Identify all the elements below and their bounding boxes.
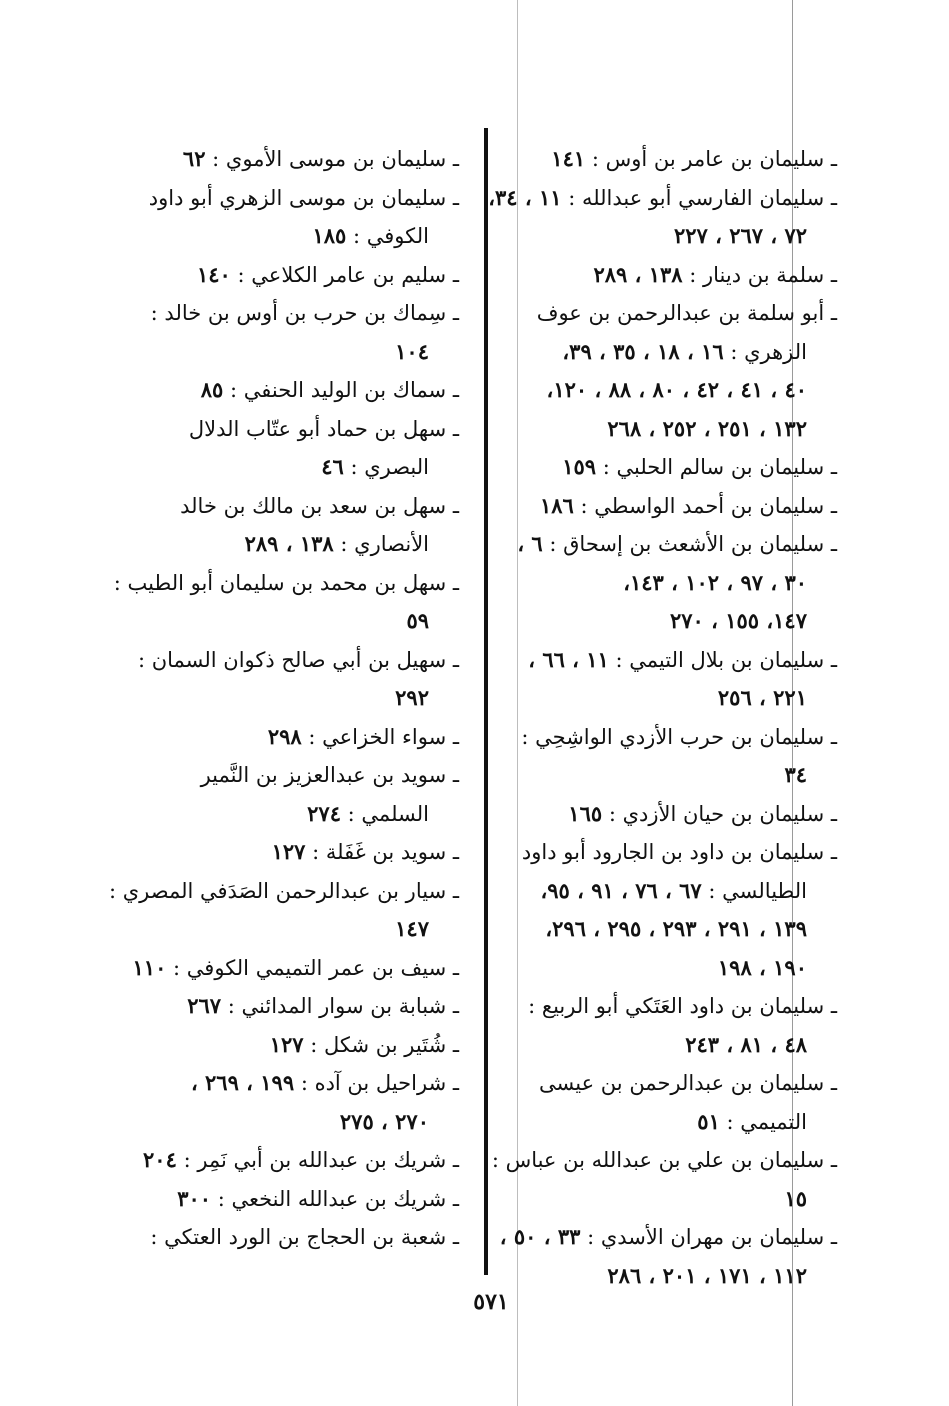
index-entry-line [114,1180,459,1219]
entry-name: السلمي : [347,801,429,826]
index-entry-line [114,564,459,603]
index-entry-line [114,1218,459,1257]
index-entry-line: ٢٢١ ، ٢٥٦ [717,685,807,710]
index-entry-line: ٧٢ ، ٢٦٧ ، ٢٢٧ [673,223,807,248]
index-entry-line [114,795,459,834]
entry-page-refs: ٢٦٧ [187,993,222,1018]
entry-page-refs: ١٢٧ [271,839,306,864]
index-entry-line [517,718,837,757]
index-entry-line: ٣٠ ، ٩٧ ، ١٠٢ ، ١٤٣، [623,569,807,595]
entry-name: ـ سيار بن عبدالرحمن الصَدَفي المصري : [108,878,459,903]
index-entry-line [517,525,837,564]
entry-name: ـ شريك بن عبدالله بن أبي نَمِر : [183,1148,459,1172]
entry-page-refs: ٢٩٨ [267,723,302,749]
index-entry-line [517,448,837,487]
entry-page-refs: ١٩٩ ، ٢٦٩ ، [190,1070,295,1095]
index-entry-line: ١١٢ ، ١٧١ ، ٢٠١ ، ٢٨٦ [607,1262,807,1288]
entry-name: ـ سليمان بن موسى الأموي : [212,147,459,171]
index-entry-line: ٤٨ ، ٨١ ، ٢٤٣ [685,1031,807,1057]
index-entry-line [114,140,459,179]
index-entry-line: ٤٠ ، ٤١ ، ٤٢ ، ٨٠ ، ٨٨ ، ١٢٠، [546,377,807,402]
entry-name: الأنصاري : [340,532,429,556]
entry-name: ـ سليمان بن أحمد الواسطي : [580,493,837,518]
page-number: ٥٧١ [473,1289,509,1315]
index-entry-line [114,987,459,1026]
entry-page-refs: ٦٢ [182,146,206,171]
entry-name: التميمي : [726,1109,807,1134]
entry-page-refs: ١٥٩ [562,454,597,479]
entry-name: ـ سليمان بن سالم الحلبي : [602,455,837,479]
entry-page-refs: ١١ ، ٣٤، [488,184,562,210]
entry-name: ـ سليم بن عامر الكلاعي : [237,262,459,287]
entry-name: ـ شُتَير بن شكل : [310,1032,459,1057]
index-entry-line [517,294,837,333]
entry-page-refs: ١٦٥ [568,800,603,826]
index-entry-line [114,1064,459,1103]
entry-page-refs: ٣٣ ، ٥٠ ، [499,1224,581,1249]
entry-name: ـ سلمة بن دينار : [689,262,837,287]
entry-name: ـ سليمان بن علي بن عبدالله بن عباس : [491,1148,837,1172]
index-entry-line [114,718,459,757]
entry-page-refs: ١٦ ، ١٨ ، ٣٥ ، ٣٩، [562,338,724,364]
entry-name: ـ سليمان بن حرب الأزدي الواشِحِي : [521,724,837,749]
entry-name: ـ شبابة بن سوار المدائني : [227,994,459,1018]
entry-name: ـ سليمان بن حيان الأزدي : [608,801,837,826]
entry-name: الطيالسي : [708,878,807,903]
entry-name: ـ شريك بن عبدالله النخعي : [217,1186,459,1211]
entry-page-refs: ٤٦ [321,454,344,479]
entry-name: ـ سهيل بن أبي صالح ذكوان السمان : [137,647,459,672]
index-entry-line: ٢٩٢ [395,685,429,710]
entry-name: ـ سهل بن محمد بن سليمان أبو الطيب : [113,570,459,595]
index-entry-line [517,487,837,526]
entry-name: ـ سليمان الفارسي أبو عبدالله : [568,185,837,210]
entry-page-refs: ٨٥ [200,377,224,402]
entry-page-refs: ١٣٨ ، ٢٨٩ [244,531,334,556]
index-column-right [488,140,837,1295]
index-entry-line [488,179,837,218]
entry-name: البصري : [350,455,429,479]
entry-page-refs: ١١ ، ٦٦ ، [528,646,609,672]
index-entry-line [517,641,837,680]
entry-name: ـ سليمان بن الأشعث بن إسحاق : [549,532,837,556]
index-entry-line [114,1141,459,1180]
entry-name: ـ سليمان بن داود العَتَكي أبو الربيع : [528,994,837,1018]
entry-page-refs: ٣٠٠ [177,1185,212,1211]
index-entry-line: ٢٧٠ ، ٢٧٥ [339,1108,429,1134]
index-entry-line [114,487,459,526]
entry-name: ـ أبو سلمة بن عبدالرحمن بن عوف [536,301,837,325]
index-entry-line [517,1103,837,1142]
entry-name: ـ سماك بن الوليد الحنفي : [230,378,459,402]
index-entry-line [517,1064,837,1103]
entry-name: ـ سويد بن عبدالعزيز بن النَّمير [200,763,459,787]
index-entry-line: ١٤٧ [395,916,429,941]
index-entry-line [114,949,459,988]
index-entry-line [517,333,837,372]
index-entry-line: ٣٤ [784,762,807,787]
index-entry-line [114,410,459,449]
index-entry-line: ١٠٤ [395,338,429,364]
index-entry-line [114,217,459,256]
index-entry-line [114,756,459,795]
entry-name: ـ سليمان بن موسى الزهري أبو داود [148,185,459,210]
entry-name: ـ سليمان بن مهران الأسدي : [587,1225,837,1249]
entry-page-refs: ١١٠ [132,954,167,980]
index-entry-line: ١٥ [784,1185,807,1211]
entry-page-refs: ١٨٦ [539,492,574,518]
index-entry-line [517,140,837,179]
index-entry-line [114,1026,459,1065]
entry-name: ـ سهل بن حماد أبو عتّاب الدلال [188,416,459,441]
index-entry-line [114,525,459,564]
index-entry-line [491,1141,837,1180]
index-entry-line [499,1218,837,1257]
index-entry-line [108,872,459,911]
entry-name: ـ سليمان بن بلال التيمي : [615,647,837,672]
index-entry-line [517,872,837,911]
entry-page-refs: ٥١ [697,1108,720,1134]
entry-name: ـ شراحيل بن آده : [300,1071,459,1095]
index-entry-line: ١٤٧، ١٥٥ ، ٢٧٠ [669,608,807,633]
entry-name: ـ سليمان بن عبدالرحمن بن عيسى [539,1071,837,1095]
index-entry-line [517,795,837,834]
index-entry-line: ١٣٩ ، ٢٩١ ، ٢٩٣ ، ٢٩٥ ، ٢٩٦، [545,916,807,941]
entry-page-refs: ١٣٨ ، ٢٨٩ [593,261,683,287]
index-entry-line [517,987,837,1026]
index-entry-line: ١٩٠ ، ١٩٨ [717,954,807,980]
entry-page-refs: ٦ ، [517,531,543,556]
column-divider [484,128,488,1275]
entry-page-refs: ١٢٧ [269,1031,304,1057]
entry-name: الكوفي : [353,224,429,248]
entry-name: ـ شعبة بن الحجاج بن الورد العتكي : [150,1225,459,1249]
index-entry-line: ٥٩ [406,608,429,633]
index-entry-line [114,179,459,218]
entry-name: ـ سيف بن عمر التميمي الكوفي : [173,955,459,980]
entry-name: ـ سويد بن غَفَلة : [312,840,459,864]
entry-page-refs: ١٤٠ [197,261,231,287]
index-entry-line [517,256,837,295]
entry-page-refs: ٢٠٤ [143,1147,177,1172]
index-entry-line [114,256,459,295]
index-column-left [108,140,459,1257]
entry-page-refs: ١٨٥ [312,223,347,248]
index-entry-line [517,833,837,872]
index-entry-line [114,448,459,487]
entry-name: الزهري : [730,339,807,364]
index-entry-line [114,371,459,410]
entry-name: ـ سهل بن سعد بن مالك بن خالد [180,493,459,518]
entry-name: ـ سواء الخزاعي : [308,724,459,749]
index-entry-line [114,294,459,333]
index-entry-line: ١٣٢ ، ٢٥١ ، ٢٥٢ ، ٢٦٨ [607,415,807,441]
entry-page-refs: ٦٧ ، ٧٦ ، ٩١ ، ٩٥، [540,877,702,903]
entry-page-refs: ٢٧٤ [307,800,341,826]
entry-name: ـ سِماك بن حرب بن أوس بن خالد : [150,301,459,325]
entry-name: ـ سليمان بن داود بن الجارود أبو داود [521,840,837,864]
entry-page-refs: ١٤١ [551,146,586,171]
index-entry-line [114,641,459,680]
index-entry-line [114,833,459,872]
entry-name: ـ سليمان بن عامر بن أوس : [591,147,837,171]
